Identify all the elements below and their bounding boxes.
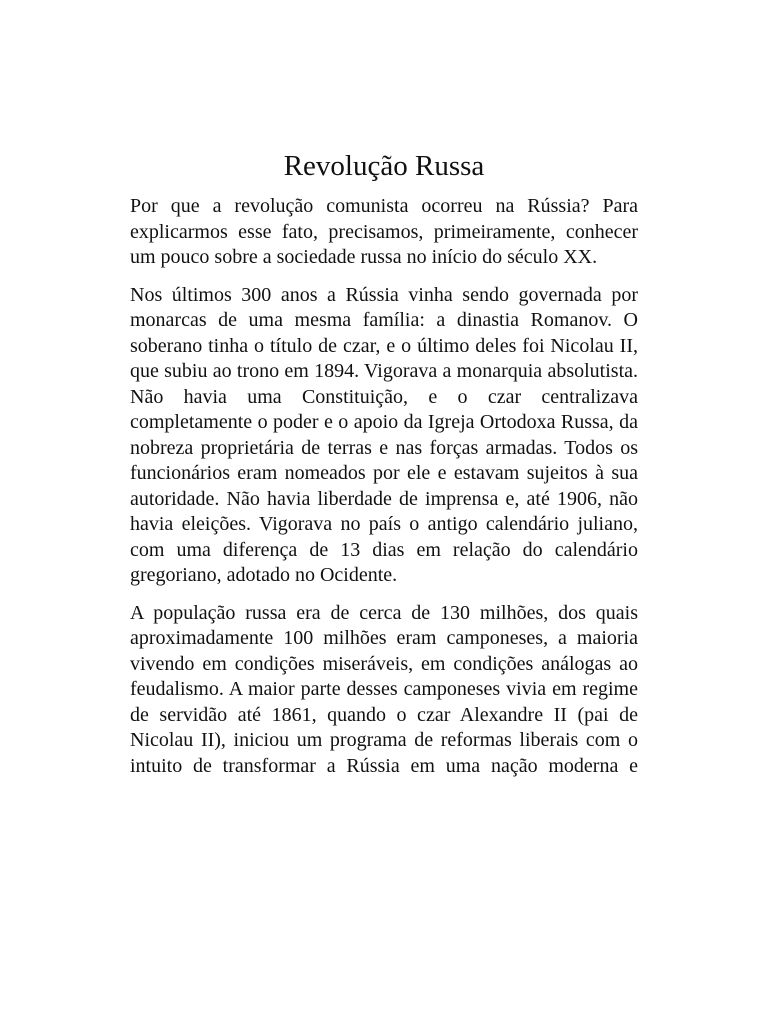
paragraph-3: A população russa era de cerca de 130 milhões, dos quais aproximadamente 100 milhões eram camponeses, a maioria vivendo em condições miseráveis, em condições análogas ao feudalismo. A maior parte desses camponeses vivia em regime de servidão até 1861, quando o czar Alexandre II (pai de Nicolau II), iniciou um programa de reformas liberais com o intuito de transformar a Rússia em uma nação moderna e <box>130 601 638 777</box>
paragraph-2: Nos últimos 300 anos a Rússia vinha sendo governada por monarcas de uma mesma família: a dinastia Romanov. O soberano tinha o título de czar, e o último deles foi Nicolau II, que subiu ao trono em 1894. Vigorava a monarquia absolutista. Não havia uma Constituição, e o czar centralizava completamente o poder e o apoio da Igreja Ortodoxa Russa, da nobreza proprietária de terras e nas forças armadas. Todos os funcionários eram nomeados por ele e estavam sujeitos à sua autoridade. Não havia liberdade de imprensa e, até 1906, não havia eleições. Vigorava no país o antigo calendário juliano, com uma diferença de 13 dias em relação do calendário gregoriano, adotado no Ocidente. <box>130 283 638 586</box>
document-body <box>130 148 638 791</box>
paragraph-1: Por que a revolução comunista ocorreu na Rússia? Para explicarmos esse fato, precisamos, primeiramente, conhecer um pouco sobre a sociedade russa no início do século XX. <box>130 195 638 268</box>
document-title: Revolução Russa <box>283 150 485 182</box>
